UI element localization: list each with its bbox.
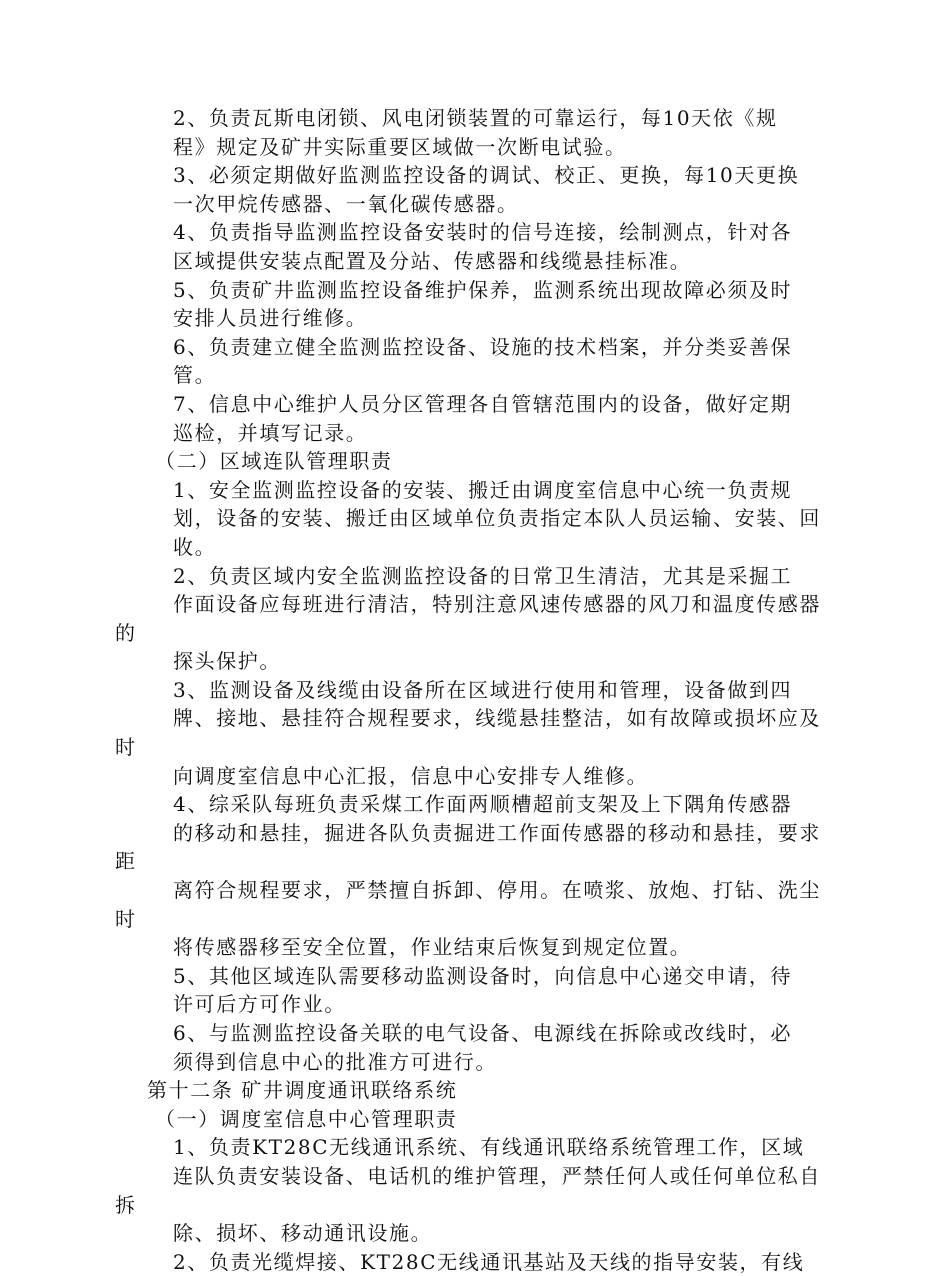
- text-line: 2、负责光缆焊接、KT28C无线通讯基站及天线的指导安装，有线: [173, 1249, 805, 1274]
- paragraph-5: [115, 962, 835, 1019]
- text-line: 作面设备应每班进行清洁，特别注意风速传感器的风刀和温度传感器的: [115, 592, 821, 645]
- text-line: 向调度室信息中心汇报，信息中心安排专人维修。: [173, 763, 649, 788]
- text-line: 2、负责瓦斯电闭锁、风电闭锁装置的可靠运行，每10天依《规: [173, 106, 778, 130]
- paragraph-4: [115, 218, 835, 275]
- text-line: 许可后方可作业。: [173, 992, 346, 1017]
- text-line: 5、负责矿井监测监控设备维护保养，监测系统出现故障必须及时: [173, 277, 793, 302]
- text-line: 探头保护。: [173, 649, 281, 674]
- text-line: 须得到信息中心的批准方可进行。: [173, 1049, 497, 1074]
- text-line: 巡检，并填写记录。: [173, 420, 368, 445]
- text-line: 3、监测设备及线缆由设备所在区域进行使用和管理，设备做到四: [173, 677, 793, 702]
- text-line: 的移动和悬挂，掘进各队负责掘进工作面传感器的移动和悬挂，要求距: [115, 820, 821, 874]
- section-heading-dispatch-center: （一）调度室信息中心管理职责: [155, 1106, 458, 1131]
- text-line: 区域提供安装点配置及分站、传感器和线缆悬挂标准。: [173, 248, 692, 273]
- paragraph-2: [115, 1248, 835, 1276]
- text-line: 1、负责KT28C无线通讯系统、有线通讯联络系统管理工作，区域: [173, 1135, 805, 1160]
- text-line: 4、综采队每班负责采煤工作面两顺槽超前支架及上下隅角传感器: [173, 792, 793, 817]
- paragraph-3: [115, 676, 835, 790]
- paragraph-1: [115, 1133, 835, 1247]
- article-heading-12: 第十二条 矿井调度通讯联络系统: [147, 1078, 458, 1103]
- text-line: 牌、接地、悬挂符合规程要求，线缆悬挂整洁，如有故障或损坏应及时: [115, 706, 821, 760]
- text-line: 2、负责区域内安全监测监控设备的日常卫生清洁，尤其是采掘工: [173, 563, 793, 588]
- paragraph-2: [115, 562, 835, 676]
- text-line: 划，设备的安装、搬迁由区域单位负责指定本队人员运输、安装、回: [173, 506, 821, 531]
- text-line: 7、信息中心维护人员分区管理各自管辖范围内的设备，做好定期: [173, 391, 793, 416]
- text-line: 6、负责建立健全监测监控设备、设施的技术档案，并分类妥善保: [173, 334, 793, 359]
- paragraph-6: [115, 333, 835, 390]
- text-line: 安排人员进行维修。: [173, 306, 368, 331]
- text-line: 离符合规程要求，严禁擅自拆卸、停用。在喷浆、放炮、打钻、洗尘时: [115, 878, 821, 931]
- text-line: 4、负责指导监测监控设备安装时的信号连接，绘制测点，针对各: [173, 220, 793, 245]
- paragraph-6: [115, 1019, 835, 1076]
- text-line: 连队负责安装设备、电话机的维护管理，严禁任何人或任何单位私自拆: [115, 1163, 821, 1217]
- text-line: 程》规定及矿井实际重要区域做一次断电试验。: [173, 134, 627, 159]
- text-line: 管。: [173, 363, 217, 388]
- text-line: 5、其他区域连队需要移动监测设备时，向信息中心递交申请，待: [173, 963, 793, 988]
- paragraph-2: [115, 104, 835, 161]
- paragraph-4: [115, 790, 835, 962]
- text-line: 6、与监测监控设备关联的电气设备、电源线在拆除或改线时，必: [173, 1021, 793, 1045]
- document-body: [115, 104, 835, 1276]
- text-line: 将传感器移至安全位置，作业结束后恢复到规定位置。: [173, 935, 692, 960]
- paragraph-3: [115, 161, 835, 218]
- paragraph-1: [115, 476, 835, 562]
- text-line: 一次甲烷传感器、一氧化碳传感器。: [173, 191, 519, 216]
- text-line: 3、必须定期做好监测监控设备的调试、校正、更换，每10天更换: [173, 163, 800, 188]
- section-heading-regional-teams: （二）区域连队管理职责: [155, 449, 393, 474]
- paragraph-7: [115, 390, 835, 447]
- text-line: 除、损坏、移动通讯设施。: [173, 1221, 433, 1246]
- text-line: 1、安全监测监控设备的安装、搬迁由调度室信息中心统一负责规: [173, 477, 793, 502]
- text-line: 收。: [173, 534, 217, 559]
- paragraph-5: [115, 276, 835, 333]
